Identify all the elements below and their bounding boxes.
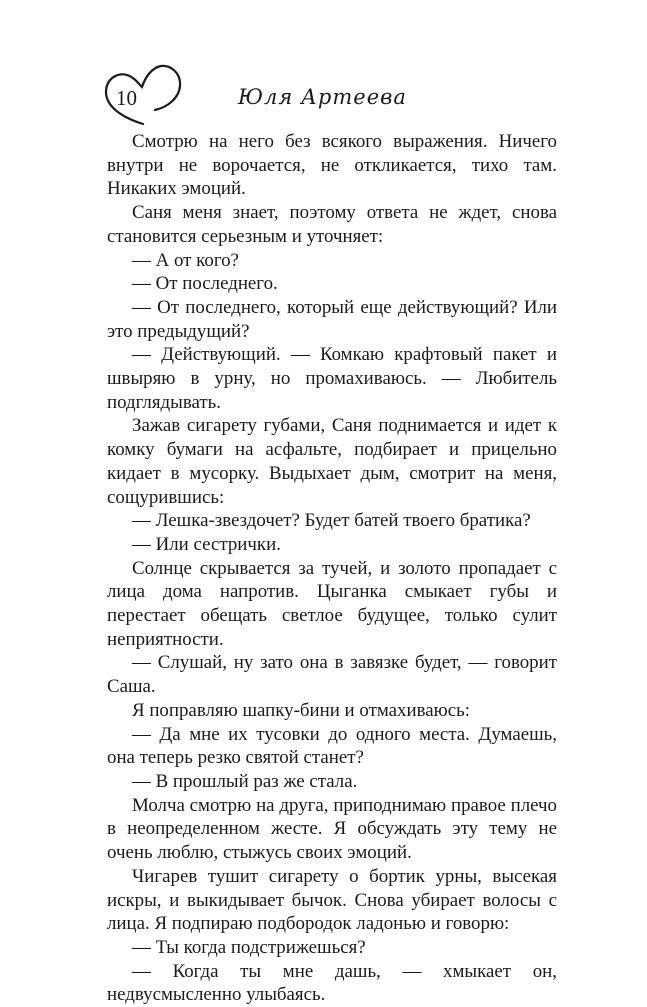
paragraph: — Слушай, ну зато она в завязке будет, — говорит Саша. [107, 652, 557, 698]
paragraph: — От последнего, который еще действующий? Или это предыдущий? [107, 296, 557, 342]
paragraph: — Да мне их тусовки до одного места. Думаешь, она теперь резко святой станет? [107, 723, 557, 769]
paragraph: Саня меня знает, поэтому ответа не ждет, снова становится серьезным и уточняет: [107, 202, 557, 247]
paragraph: Я поправляю шапку-бини и отмахиваюсь: [132, 699, 471, 721]
paragraph: Зажав сигарету губами, Саня поднимается и идет к комку бумаги на асфальте, подбирает и прицельно кидает в мусорку. Выдыхает дым, смотрит на меня, сощурившись: [107, 415, 557, 508]
paragraph: — А от кого? [132, 249, 239, 271]
paragraph: Солнце скрывается за тучей, и золото пропадает с лица дома напротив. Цыганка смыкает губы и перестает обещать светлое будущее, только сулит неприятности. [107, 557, 557, 650]
paragraph: — Когда ты мне дашь, — хмыкает он, недвусмысленно улыбаясь. [107, 960, 557, 1006]
heart-outline-icon [100, 56, 190, 128]
running-head-author: Юля Артеева [238, 85, 407, 109]
paragraph: — Действующий. — Комкаю крафтовый пакет и швыряю в урну, но промахиваюсь. — Любитель подглядывать. [107, 344, 557, 413]
paragraph: — От последнего. [132, 273, 278, 295]
paragraph: Чигарев тушит сигарету о бортик урны, высекая искры, и выкидывает бычок. Снова убирает волосы с лица. Я подпираю подбородок ладонью и говорю: [107, 865, 557, 935]
page-header [0, 0, 647, 130]
paragraph: — Лешка-звездочет? Будет батей твоего братика? [132, 510, 531, 532]
page-number: 10 [116, 86, 137, 110]
body-text [107, 130, 557, 1007]
paragraph: — Ты когда подстрижешься? [132, 936, 366, 958]
paragraph: — Или сестрички. [132, 533, 281, 555]
paragraph: — В прошлый раз же стала. [132, 770, 358, 792]
paragraph: Молча смотрю на друга, приподнимаю правое плечо в неопределенном жесте. Я обсуждать эту тему не очень люблю, стыжусь своих эмоций. [107, 794, 557, 864]
paragraph: Смотрю на него без всякого выражения. Ничего внутри не ворочается, не откликается, тихо там. Никаких эмоций. [107, 131, 557, 200]
